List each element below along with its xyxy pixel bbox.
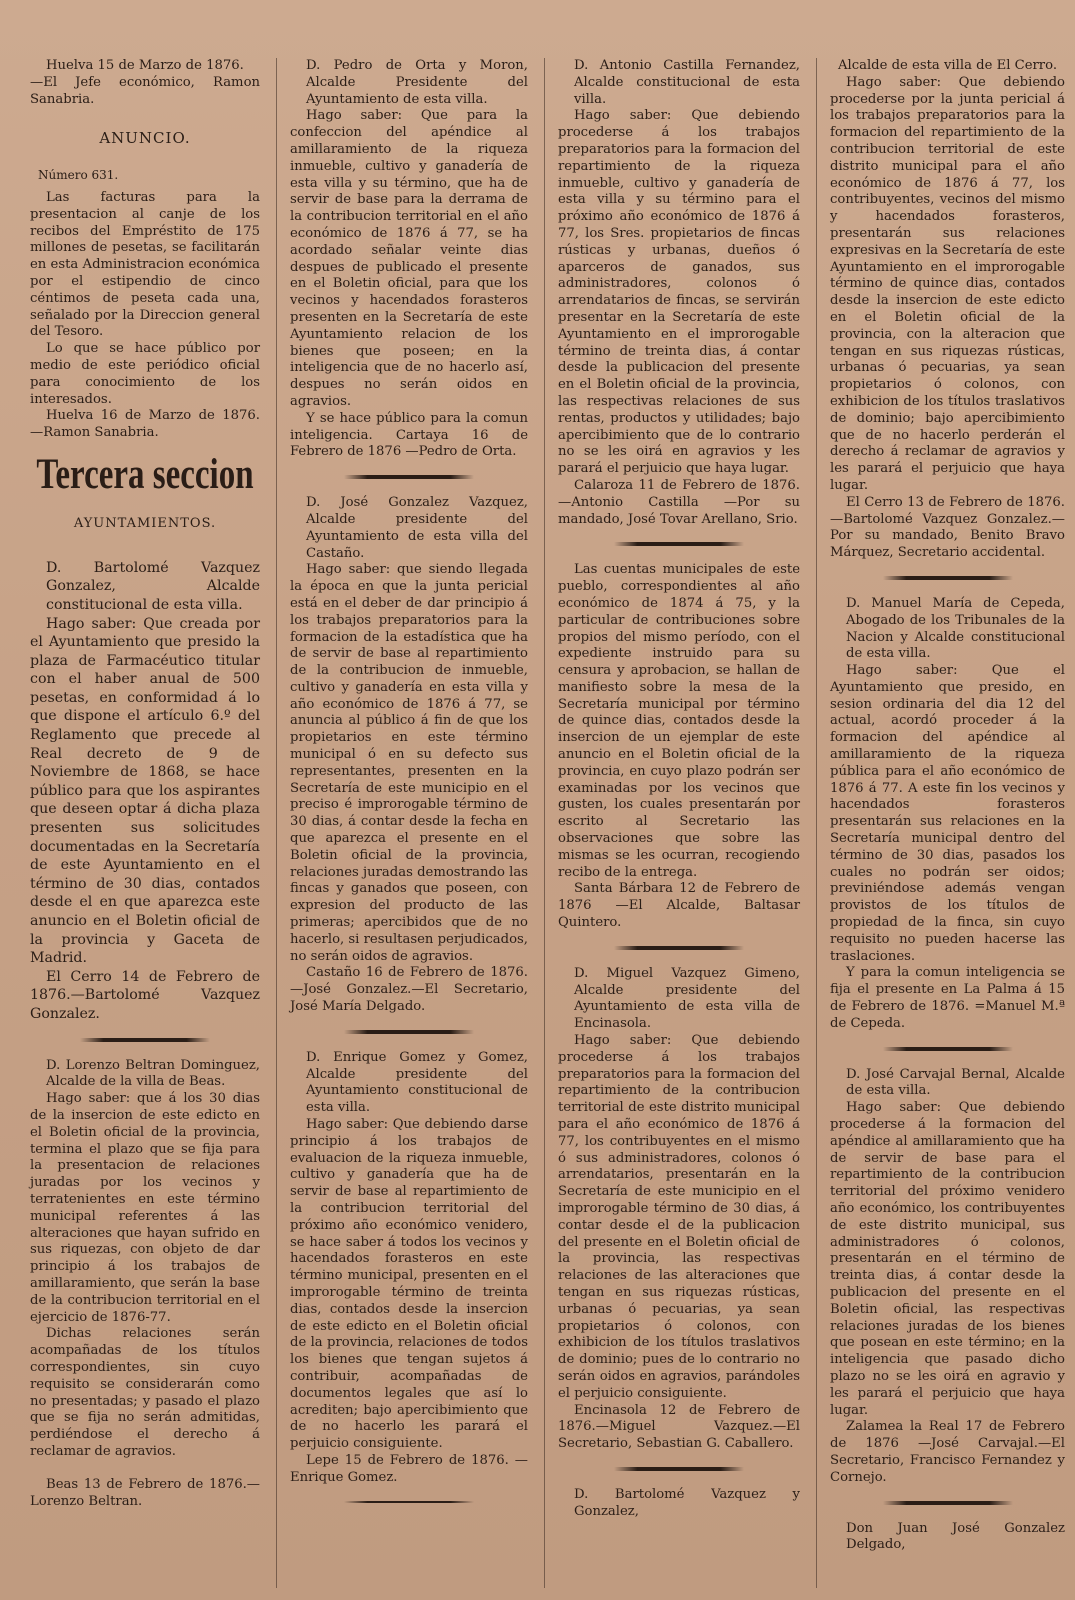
edict-body: Hago saber: Que debiendo procederse por la junta pericial á los trabajos preparatorios para la formacion del repartimiento de la contribucion territorial de este distrito municipal para el año económico de 1876 á 77, los contribuyentes, vecinos del mismo y hacendados forasteros, presentarán sus relaciones expresivas en la Secretaría de este Ayuntamiento en el improrogable término de quince dias, contados desde la insercion de este edicto en el Boletin oficial de la provincia, con la alteracion que tengan en sus riquezas rústicas, urbanas ó pecuarias, ya sean propietarios ó colonos, con exhibicion de los títulos traslativos de dominio; bajo apercibimiento que de no hacerlo perderán el derecho á reclamar de agravios y les parará el perjuicio que haya lugar. bbox=[830, 74, 1065, 493]
edict-signature: Beas 13 de Febrero de 1876.— Lorenzo Beltran. bbox=[30, 1476, 260, 1509]
prev-notice-date: Huelva 15 de Marzo de 1876. bbox=[46, 58, 244, 73]
edict-body: Hago saber: Que debiendo procederse á los trabajos preparatorios para la formacion del repartimiento de la riqueza inmueble, cultivo y ganadería de esta villa y su término para el próximo año económico de 1876 á 77, los Sres. propietarios de fincas rústicas y urbanas, dueños ó aparceros de ganados, sus administradores, colonos ó arrendatarios de fincas, se servirán presentar en la Secretaría de este Ayuntamiento en el improrogable término de treinta dias, á contar desde la publicacion del presente en el Boletin oficial de la provincia, las respectivas relaciones de sus rentas, productos y utilidades; bajo apercibimiento que de lo contrario no se les oirá en agravios y les parará el perjuicio que haya lugar. bbox=[558, 108, 800, 477]
separator-rule bbox=[883, 1501, 1013, 1505]
separator-rule bbox=[344, 1501, 474, 1503]
edict-body-2: Y se hace público para la comun inteligencia. Cartaya 16 de Febrero de 1876 —Pedro de Orta. bbox=[290, 410, 528, 460]
edict-heading: D. Manuel María de Cepeda, Abogado de los Tribunales de la Nacion y Alcalde constitucional de esta villa. bbox=[846, 595, 1065, 662]
edict-heading: D. Lorenzo Beltran Dominguez, Alcalde de la villa de Beas. bbox=[46, 1057, 260, 1090]
anuncio-signature: Huelva 16 de Marzo de 1876. —Ramon Sanabria. bbox=[30, 408, 260, 441]
edict-heading: D. Bartolomé Vazquez Gonzalez, Alcalde constitucional de esta villa. bbox=[46, 559, 260, 613]
column-4 bbox=[820, 0, 1075, 1600]
separator-rule bbox=[883, 576, 1013, 580]
separator-rule bbox=[883, 1047, 1013, 1051]
edict-heading: D. José Carvajal Bernal, Alcalde de esta villa. bbox=[846, 1066, 1065, 1099]
edict-body: Hago saber: Que debiendo procederse á la formacion del apéndice al amillaramiento que ha de servir de base para el repartimiento de la contribucion territorial del próximo venidero año económico, los contribuyentes de este distrito municipal, sus administradores ó colonos, presentarán en el término de treinta dias, á contar desde la publicacion del presente en el Boletin oficial, las respectivas relaciones juradas de los bienes que posean en este término; en la inteligencia que pasado dicho plazo no se les oirá en agravio y les parará el perjuicio que haya lugar. bbox=[830, 1100, 1065, 1418]
edict-body: Hago saber: Que debiendo darse principio á los trabajos de evaluacion de la riqueza inmueble, cultivo y ganadería que ha de servir de base al repartimiento de la contribucion territorial del próximo año económico venidero, se hace saber á todos los vecinos y hacendados forasteros en este término municipal, presenten en el improrogable término de treinta dias, contados desde la insercion de este edicto en el Boletin oficial de la provincia, relaciones de todos los bienes que tengan sujetos á contribuir, acompañadas de documentos legales que así lo acrediten; bajo apercibimiento que de no hacerlo les parará el perjuicio consiguiente. bbox=[290, 1117, 528, 1452]
separator-rule bbox=[614, 946, 744, 950]
edict-signature: El Cerro 13 de Febrero de 1876. —Bartolomé Vazquez Gonzalez.— Por su mandado, Benito Bravo Márquez, Secretario accidental. bbox=[830, 494, 1065, 561]
column-2 bbox=[280, 0, 538, 1600]
edict-heading: D. Pedro de Orta y Moron, Alcalde Presidente del Ayuntamiento de esta villa. bbox=[306, 58, 528, 107]
column-divider bbox=[816, 58, 817, 1588]
edict-heading: D. Miguel Vazquez Gimeno, Alcalde presidente del Ayuntamiento de esta villa de Encinasola. bbox=[574, 965, 800, 1032]
separator-rule bbox=[614, 542, 744, 546]
anuncio-heading: ANUNCIO. bbox=[99, 129, 191, 148]
section-title: Tercera seccion bbox=[36, 451, 254, 499]
column-3 bbox=[548, 0, 810, 1600]
separator-rule bbox=[344, 475, 474, 479]
edict-heading: D. Antonio Castilla Fernandez, Alcalde constitucional de esta villa. bbox=[574, 58, 800, 107]
edict-signature: El Cerro 14 de Febrero de 1876.—Bartolomé Vazquez Gonzalez. bbox=[30, 968, 260, 1022]
anuncio-body-2: Lo que se hace público por medio de este periódico oficial para conocimiento de los interesados. bbox=[30, 341, 260, 407]
edict-body: Hago saber: Que creada por el Ayuntamiento que presido la plaza de Farmacéutico titular con el haber anual de 500 pesetas, en conformidad á lo que dispone el artículo 6.º del Reglamento que precede al Real decreto de 9 de Noviembre de 1868, se hace público para que los aspirantes que deseen optar á dicha plaza presenten sus solicitudes documentadas en la Secretaría de este Ayuntamiento en el término de 30 dias, contados desde el en que aparezca este anuncio en el Boletin oficial de la provincia y Gaceta de Madrid. bbox=[30, 615, 260, 967]
edict-body-2: Y para la comun inteligencia se fija el presente en La Palma á 15 de Febrero de 1876. =Manuel M.ª de Cepeda. bbox=[830, 965, 1065, 1031]
separator-rule bbox=[80, 1038, 210, 1042]
anuncio-body: Las facturas para la presentacion al canje de los recibos del Empréstito de 175 millones de pesetas, se facilitarán en esta Administracion económica por el estipendio de cinco céntimos de peseta cada una, señalado por la Direccion general del Tesoro. bbox=[30, 189, 260, 340]
edict-body: Hago saber: Que el Ayuntamiento que presido, en sesion ordinaria del dia 12 del actual, acordó proceder á la formacion del apéndice al amillaramiento de la riqueza pública para el año económico de 1876 á 77. A este fin los vecinos y hacendados forasteros presentarán sus relaciones en la Secretaría municipal dentro del término de 30 dias, pasados los cuales no podrán ser oidos; previniéndose además vengan provistos de los títulos de propiedad de la finca, sin cuyo requisito no pueden hacerse las traslaciones. bbox=[830, 663, 1065, 964]
edict-heading: D. José Gonzalez Vazquez, Alcalde presidente del Ayuntamiento de esta villa del Castaño. bbox=[306, 495, 528, 561]
edict-body: Hago saber: Que para la confeccion del apéndice al amillaramiento de la riqueza inmueble, cultivo y ganadería de esta villa y su término, que ha de servir de base para la derrama de la contribucion territorial en el año económico de 1876 á 77, se ha acordado señalar veinte dias despues de publicado el presente en el Boletin oficial, para que los vecinos y hacendados forasteros presenten en la Secretaría de este Ayuntamiento relacion de los bienes que poseen; en la inteligencia que de no hacerlo así, despues no serán oidos en agravios. bbox=[290, 108, 528, 409]
edict-signature: Lepe 15 de Febrero de 1876. — Enrique Gomez. bbox=[290, 1452, 528, 1485]
edict-signature: Castaño 16 de Febrero de 1876. —José Gonzalez.—El Secretario, José María Delgado. bbox=[290, 965, 528, 1015]
section-subtitle: AYUNTAMIENTOS. bbox=[73, 515, 217, 531]
edict-body: Hago saber: que á los 30 dias de la insercion de este edicto en el Boletin oficial de la provincia, termina el plazo que se fija para la presentacion de relaciones juradas por los vecinos y terratenientes en este término municipal referentes á las alteraciones que hayan sufrido en sus riquezas, con objeto de dar principio á los trabajos de amillaramiento, que serán la base de la contribucion territorial en el ejercicio de 1876-77. bbox=[30, 1091, 260, 1325]
edict-heading: D. Bartolomé Vazquez y Gonzalez, bbox=[574, 1486, 800, 1519]
separator-rule bbox=[344, 1030, 474, 1034]
edict-signature: Encinasola 12 de Febrero de 1876.—Miguel Vazquez.—El Secretario, Sebastian G. Caballero. bbox=[558, 1402, 800, 1452]
edict-body: Las cuentas municipales de este pueblo, correspondientes al año económico de 1874 á 75, y la particular de contribuciones sobre propios del mismo período, con el expediente instruido para su censura y aprobacion, se hallan de manifiesto sobre la mesa de la Secretaría municipal por término de quince dias, contados desde la insercion de un ejemplar de este anuncio en el Boletin oficial de la provincia, en cuyo plazo podrán ser examinadas por los vecinos que gusten, los cuales presentarán por escrito al Secretario las observaciones que sobre las mismas se les ocurran, recogiendo recibo de la entrega. bbox=[558, 562, 800, 880]
notice-number: Número 631. bbox=[38, 168, 119, 183]
edict-body: Hago saber: Que debiendo procederse á los trabajos preparatorios para la formacion del repartimiento de la contribucion territorial de este distrito municipal para el año económico de 1876 á 77, los contribuyentes en el mismo ó sus administradores, colonos ó arrendatarios, presentarán en la Secretaría de este municipio en el improrogable término de 30 dias, á contar desde el de la publicacion del presente en el Boletin oficial de la provincia, las respectivas relaciones de las alteraciones que tengan en sus riquezas rústicas, urbanas ó pecuarias, ya sean propietarios ó colonos, con exhibicion de los títulos traslativos de dominio; pues de lo contrario no serán oidos en agravios, parándoles el perjuicio consiguiente. bbox=[558, 1033, 800, 1401]
edict-signature: Santa Bárbara 12 de Febrero de 1876 —El Alcalde, Baltasar Quintero. bbox=[558, 881, 800, 931]
separator-rule bbox=[614, 1467, 744, 1471]
prev-notice-signature: —El Jefe económico, Ramon Sanabria. bbox=[30, 74, 260, 107]
edict-heading-continued: Alcalde de esta villa de El Cerro. bbox=[837, 58, 1058, 73]
edict-heading: D. Enrique Gomez y Gomez, Alcalde presidente del Ayuntamiento constitucional de esta villa. bbox=[306, 1049, 528, 1116]
column-divider bbox=[276, 58, 277, 1588]
column-divider bbox=[544, 58, 545, 1588]
edict-body: Hago saber: que siendo llegada la época en que la junta pericial está en el deber de dar principio á los trabajos preparatorios para la formacion de la estadística que ha de servir de base al repartimiento de la contribucion de inmueble, cultivo y ganadería en esta villa y año económico de 1876 á 77, se anuncia al público á fin de que los propietarios en este término municipal ó en su defecto sus representantes, presenten en la Secretaría de este municipio en el preciso é improrogable término de 30 dias, á contar desde la fecha en que aparezca el presente en el Boletin oficial de la provincia, relaciones juradas demostrando las fincas y ganados que poseen, con expresion del producto de las primeras; apercibidos que de no hacerlo, si resultasen perjudicados, no serán oidos de agravios. bbox=[290, 562, 528, 964]
edict-heading: Don Juan José Gonzalez Delgado, bbox=[846, 1520, 1065, 1553]
edict-signature: Calaroza 11 de Febrero de 1876. —Antonio Castilla —Por su mandado, José Tovar Arellano, Srio. bbox=[558, 477, 800, 527]
column-1 bbox=[20, 0, 270, 1600]
edict-body-2: Dichas relaciones serán acompañadas de los títulos correspondientes, sin cuyo requisito se considerarán como no presentadas; y pasado el plazo que se fija no serán admitidas, perdiéndose el derecho á reclamar de agravios. bbox=[30, 1326, 260, 1459]
edict-signature: Zalamea la Real 17 de Febrero de 1876 —José Carvajal.—El Secretario, Francisco Fernandez y Cornejo. bbox=[830, 1419, 1065, 1485]
